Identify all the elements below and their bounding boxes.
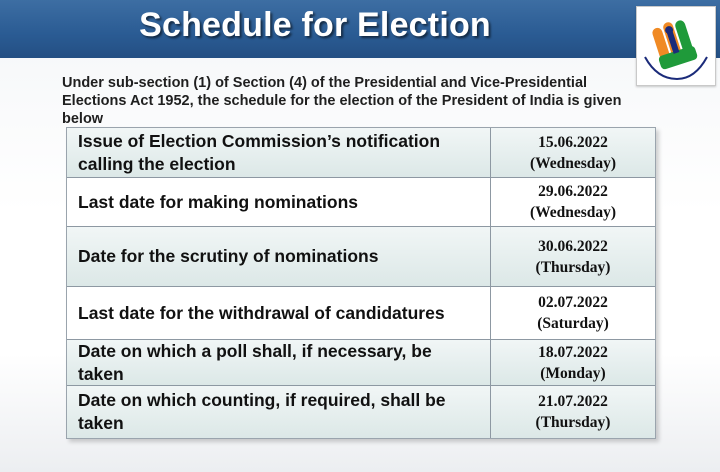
schedule-row: [67, 386, 655, 438]
date-cell: [491, 340, 655, 385]
date-cell: [491, 287, 655, 339]
schedule-row: [67, 287, 655, 340]
date-value: 02.07.2022: [538, 294, 608, 311]
date-cell: [491, 386, 655, 438]
page-title: Schedule for Election: [139, 6, 491, 44]
election-commission-logo-icon: [637, 7, 715, 85]
day-value: (Thursday): [535, 258, 611, 276]
event-cell: Date on which counting, if required, shall be taken: [67, 386, 491, 438]
day-value: (Wednesday): [529, 204, 617, 221]
election-commission-logo: [636, 6, 716, 86]
date-value: 29.06.2022: [538, 183, 608, 200]
date-value: 21.07.2022: [538, 393, 608, 410]
schedule-table: [66, 127, 656, 439]
date-value: 30.06.2022: [538, 237, 608, 255]
schedule-row: [67, 178, 655, 227]
event-cell: Date on which a poll shall, if necessary, be taken: [67, 340, 491, 385]
date-value: 15.06.2022: [538, 133, 608, 151]
event-cell: Date for the scrutiny of nominations: [67, 227, 491, 286]
date-cell: [491, 227, 655, 286]
day-value: (Thursday): [535, 414, 611, 431]
date-cell: [491, 178, 655, 226]
event-cell: Last date for the withdrawal of candidatures: [67, 287, 491, 339]
day-value: (Monday): [540, 364, 606, 382]
event-cell: Issue of Election Commission’s notification calling the election: [67, 128, 491, 177]
event-cell: Last date for making nominations: [67, 178, 491, 226]
date-cell: [491, 128, 655, 177]
date-value: 18.07.2022: [538, 343, 608, 361]
schedule-row: [67, 128, 655, 178]
intro-text: Under sub-section (1) of Section (4) of the Presidential and Vice-Presidential Elections Act 1952, the schedule for the election of the President of India is given below: [62, 75, 622, 127]
schedule-row: [67, 227, 655, 287]
day-value: (Wednesday): [529, 154, 617, 172]
schedule-row: [67, 340, 655, 386]
day-value: (Saturday): [537, 315, 609, 332]
